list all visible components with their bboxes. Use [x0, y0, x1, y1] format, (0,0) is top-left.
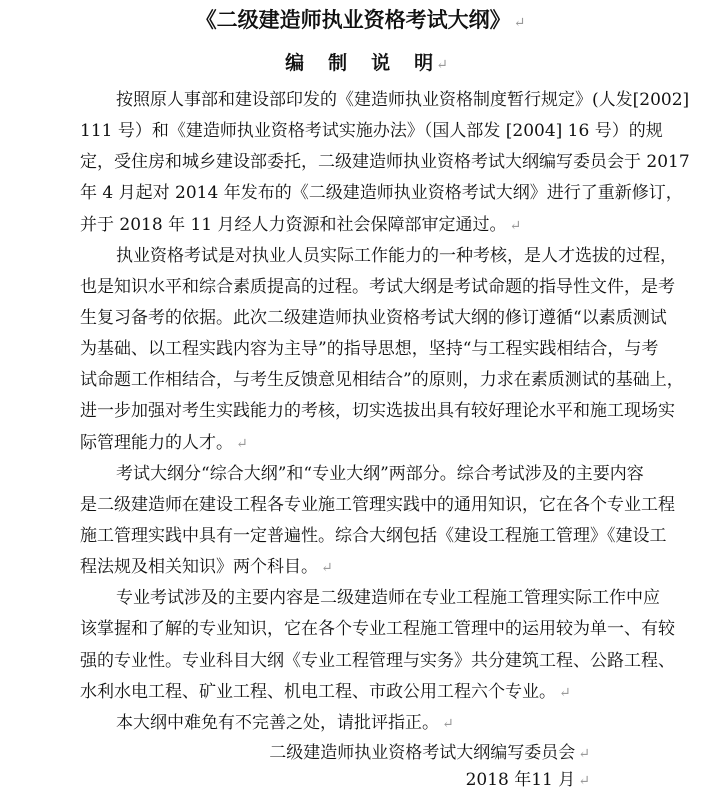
line-text: 专业考试涉及的主要内容是二级建造师在专业工程施工管理实际工作中应	[116, 588, 660, 609]
line-text: 本大纲中难免有不完善之处，请批评指正。	[116, 712, 439, 733]
signature-org	[0, 740, 590, 768]
subtitle-char: 制	[328, 52, 348, 74]
paragraph	[80, 241, 684, 459]
paragraph-mark-icon: ↵	[236, 435, 248, 452]
paragraph-mark-icon: ↵	[559, 684, 571, 701]
paragraph-line	[80, 428, 640, 459]
signature-date	[0, 767, 590, 795]
paragraph-line	[80, 677, 640, 708]
document-title-text: 《二级建造师执业资格考试大纲》	[195, 7, 511, 32]
paragraph	[80, 583, 675, 708]
document-subtitle	[0, 48, 721, 80]
paragraph	[80, 85, 690, 241]
document-body	[80, 85, 690, 739]
signature-date-text: 2018 年11 月	[465, 770, 576, 790]
document-title	[0, 5, 721, 38]
line-text: 并于 2018 年 11 月经人力资源和社会保障部审定通过。	[80, 214, 507, 235]
line-text: 试命题工作相结合，与考生反馈意见相结合”的原则，力求在素质测试的基础上，	[80, 370, 684, 391]
subtitle-char: 说	[371, 52, 391, 74]
paragraph-mark-icon: ↵	[578, 773, 590, 789]
paragraph-line	[80, 85, 690, 116]
signature-org-text: 二级建造师执业资格考试大纲编写委员会	[269, 743, 576, 763]
paragraph-line	[80, 116, 663, 147]
line-text: 定，受住房和城乡建设部委托，二级建造师执业资格考试大纲编写委员会于 2017	[80, 152, 690, 173]
paragraph-line	[80, 334, 659, 365]
paragraph-mark-icon: ↵	[436, 57, 448, 73]
subtitle-char: 明	[414, 52, 434, 74]
paragraph	[80, 459, 675, 584]
paragraph-line	[80, 459, 644, 490]
line-text: 是二级建造师在建设工程各专业施工管理实践中的通用知识，它在各个专业工程	[80, 494, 675, 515]
paragraph-line	[80, 614, 675, 645]
line-text: 年 4 月起对 2014 年发布的《二级建造师执业资格考试大纲》进行了重新修订，	[80, 183, 683, 204]
line-text: 为基础、以工程实践内容为主导”的指导思想，坚持“与工程实践相结合，与考	[80, 339, 659, 360]
paragraph-line	[80, 521, 667, 552]
paragraph	[80, 708, 640, 739]
line-text: 按照原人事部和建设部印发的《建造师执业资格制度暂行规定》(人发[2002]	[116, 90, 690, 110]
line-text: 水利水电工程、矿业工程、机电工程、市政公用工程六个专业。	[80, 681, 556, 702]
line-text: 强的专业性。专业科目大纲《专业工程管理与实务》共分建筑工程、公路工程、	[80, 650, 675, 671]
paragraph-line	[80, 708, 640, 739]
paragraph-line	[80, 210, 640, 241]
line-text: 该掌握和了解的专业知识，它在各个专业工程施工管理中的运用较为单一、有较	[80, 619, 675, 640]
line-text: 111 号）和《建造师执业资格考试实施办法》（国人部发 [2004] 16 号）的规	[80, 121, 663, 142]
paragraph-mark-icon: ↵	[513, 15, 526, 31]
paragraph-line	[80, 147, 690, 178]
paragraph-line	[80, 365, 684, 396]
paragraph-line	[80, 178, 683, 209]
line-text: 执业资格考试是对执业人员实际工作能力的一种考核，是人才选拔的过程，	[116, 245, 677, 266]
paragraph-mark-icon: ↵	[442, 715, 454, 732]
line-text: 进一步加强对考生实践能力的考核，切实选拔出具有较好理论水平和施工现场实	[80, 401, 675, 422]
paragraph-line	[80, 303, 667, 334]
paragraph-mark-icon: ↵	[321, 560, 333, 577]
subtitle-char: 编	[285, 52, 305, 74]
line-text: 际管理能力的人才。	[80, 432, 233, 453]
paragraph-line	[80, 583, 660, 614]
line-text: 考试大纲分“综合大纲”和“专业大纲”两部分。综合考试涉及的主要内容	[116, 463, 644, 484]
paragraph-line	[80, 646, 675, 677]
paragraph-line	[80, 490, 675, 521]
line-text: 也是知识水平和综合素质提高的过程。考试大纲是考试命题的指导性文件，是考	[80, 276, 675, 297]
line-text: 施工管理实践中具有一定普遍性。综合大纲包括《建设工程施工管理》《建设工	[80, 525, 667, 546]
paragraph-line	[80, 552, 640, 583]
paragraph-mark-icon: ↵	[509, 217, 522, 234]
paragraph-mark-icon: ↵	[578, 746, 590, 762]
paragraph-line	[80, 396, 675, 427]
paragraph-line	[80, 241, 677, 272]
paragraph-line	[80, 272, 675, 303]
line-text: 程法规及相关知识》两个科目。	[80, 557, 318, 578]
line-text: 生复习备考的依据。此次二级建造师执业资格考试大纲的修订遵循“以素质测试	[80, 307, 667, 328]
